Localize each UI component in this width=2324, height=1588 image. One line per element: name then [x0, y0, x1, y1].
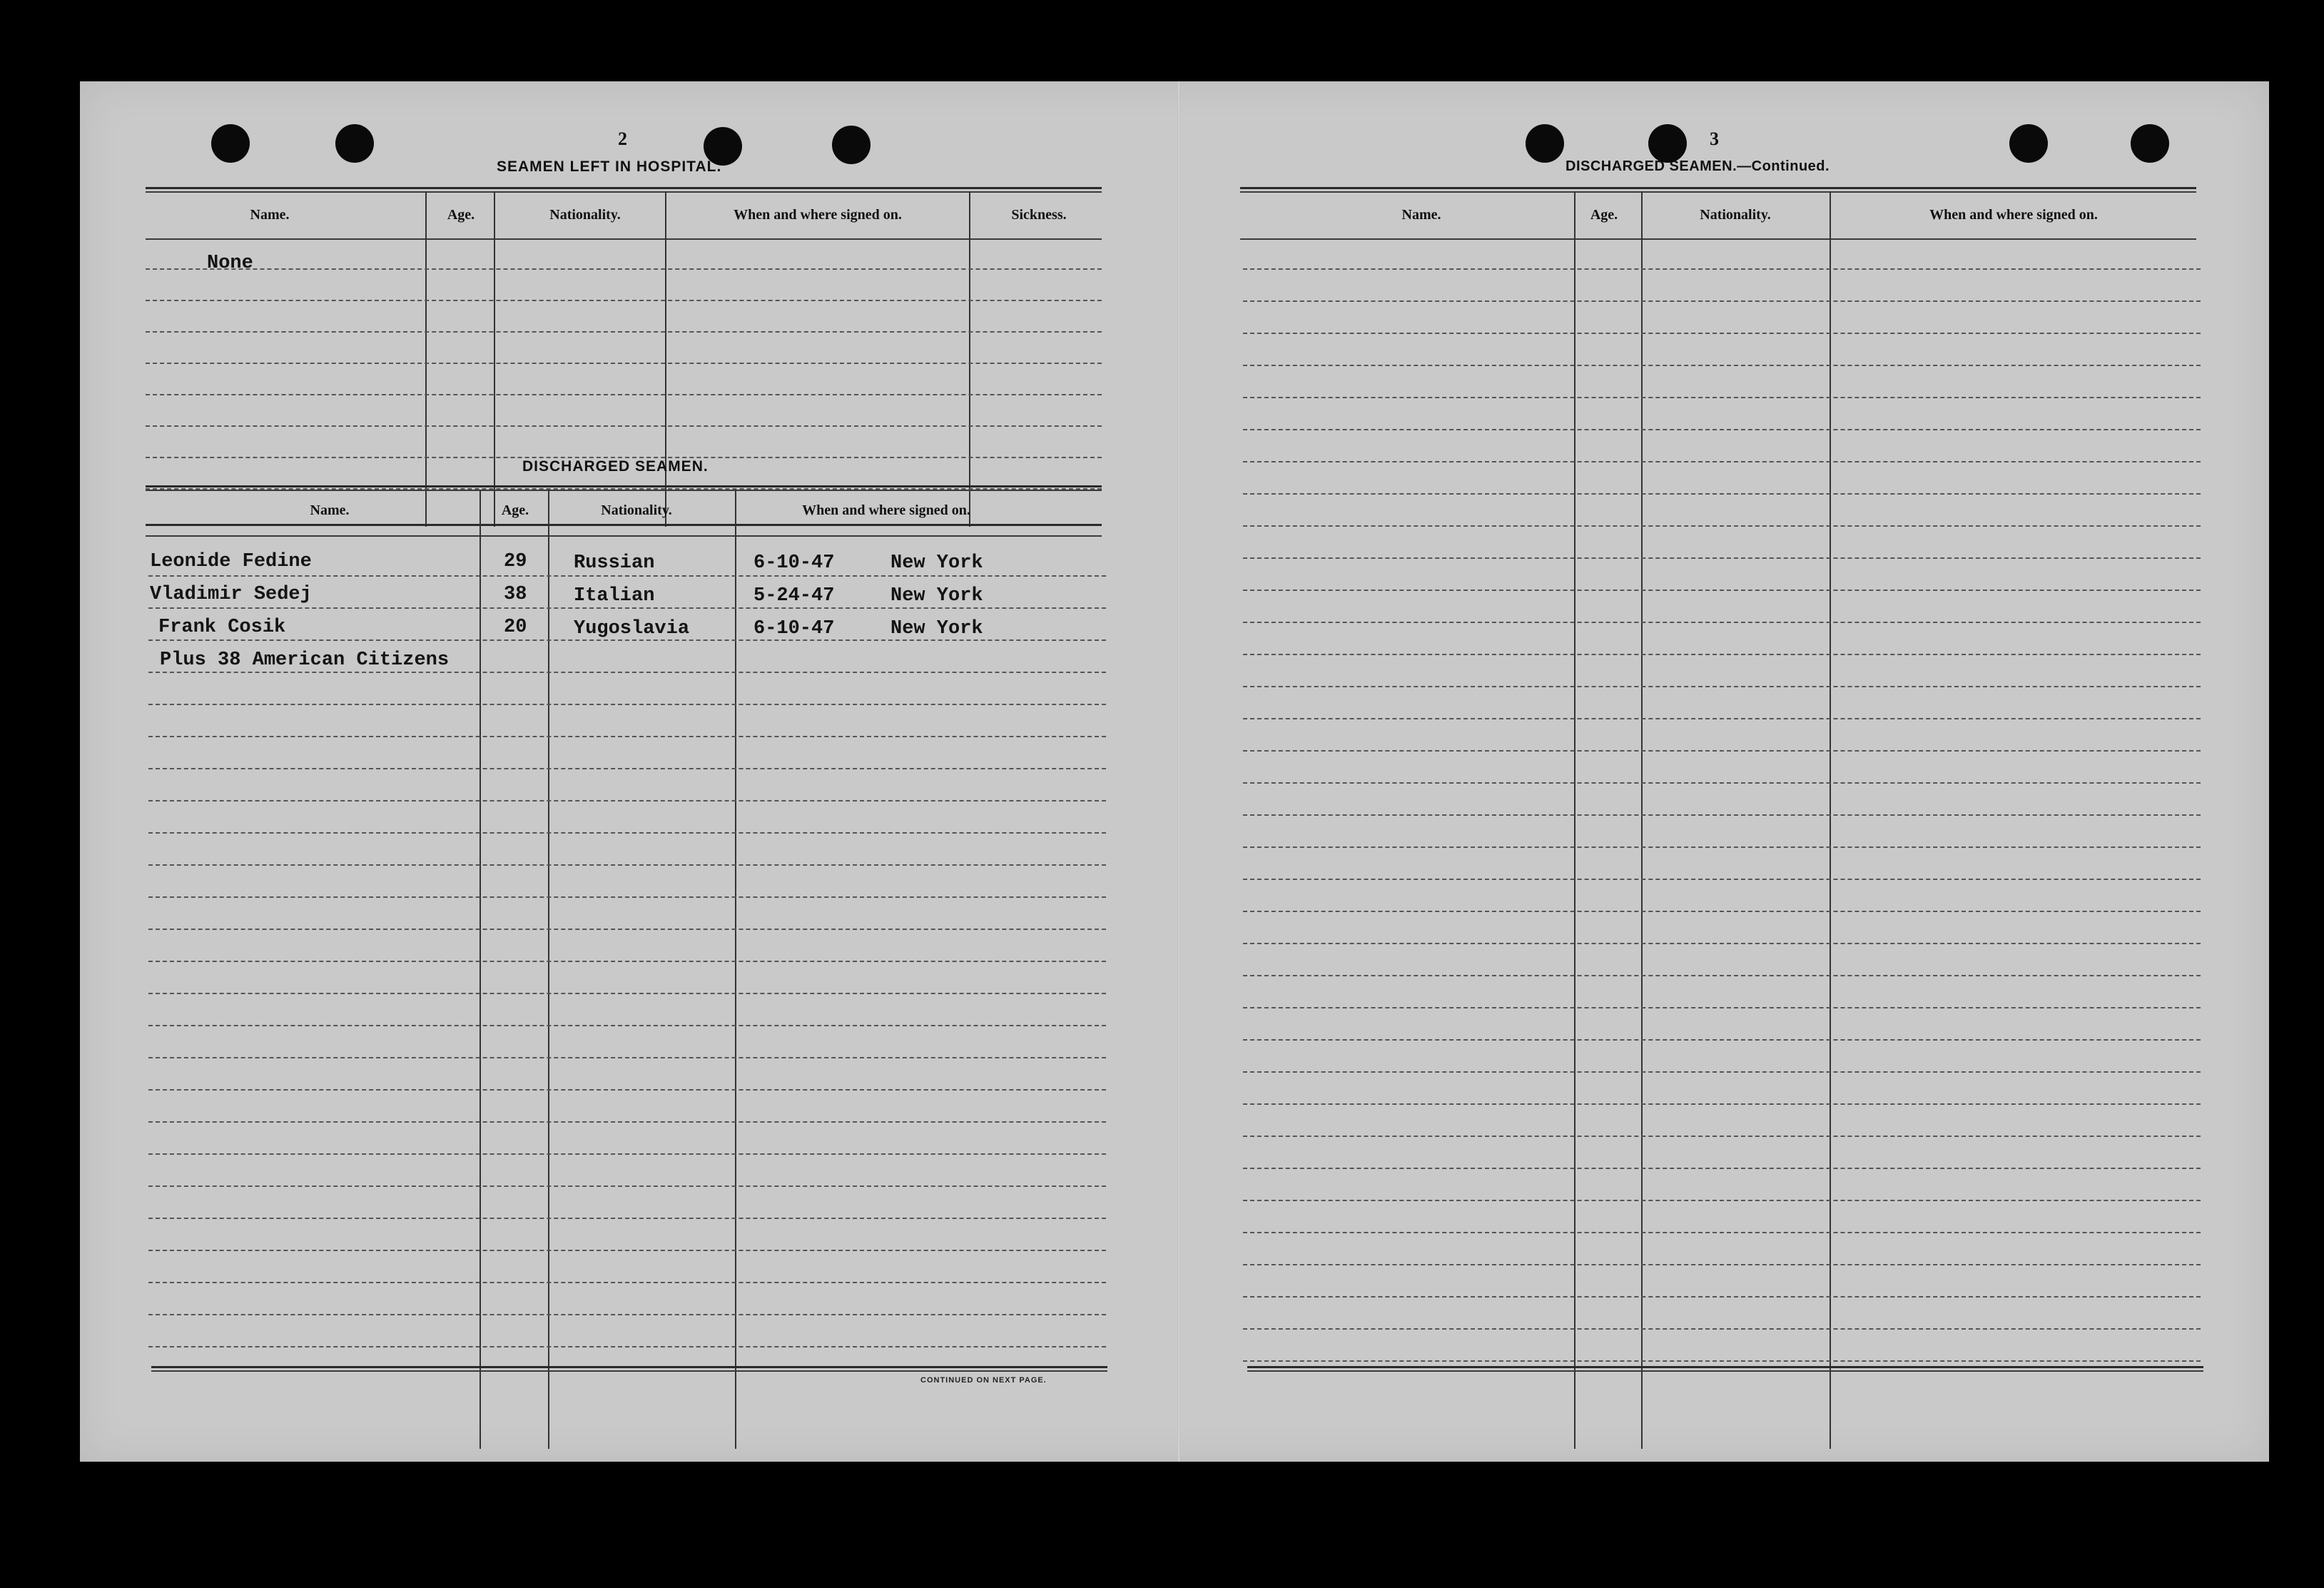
row-line [1243, 1232, 2201, 1233]
row-line [1243, 493, 2201, 495]
continued-note: CONTINUED ON NEXT PAGE. [920, 1376, 1047, 1385]
discharged-age: 38 [504, 584, 527, 605]
row-line [1243, 1264, 2201, 1265]
discharged-date: 5-24-47 [753, 585, 835, 607]
right-table-bottom-rule-2 [1247, 1370, 2203, 1372]
discharged-table-top-rule [146, 485, 1102, 487]
row-line [148, 929, 1106, 930]
hospital-col-age: Age. [447, 207, 475, 223]
discharged-table-top-rule-2 [146, 490, 1102, 491]
row-line [1243, 590, 2201, 591]
hospital-col-name: Name. [250, 207, 290, 223]
row-line [148, 800, 1106, 801]
right-col-signed-on: When and where signed on. [1929, 207, 2098, 223]
row-line [148, 1346, 1106, 1347]
hospital-col-sickness: Sickness. [1011, 207, 1067, 223]
row-line [148, 704, 1106, 705]
row-line [1243, 1328, 2201, 1330]
discharged-age: 29 [504, 551, 527, 572]
discharged-table-bottom-rule-2 [151, 1370, 1107, 1372]
hospital-header-rule [146, 238, 1102, 240]
row-line [1243, 975, 2201, 976]
discharged-col-divider [735, 490, 736, 1449]
discharged-table-bottom-rule [151, 1366, 1107, 1368]
discharged-col-signed-on: When and where signed on. [802, 502, 970, 518]
discharged-age: 20 [504, 617, 527, 638]
hospital-col-nationality: Nationality. [549, 207, 621, 223]
hospital-col-divider [665, 191, 666, 527]
row-line [1243, 1168, 2201, 1169]
row-line [148, 1282, 1106, 1283]
row-line [148, 736, 1106, 737]
punch-hole [832, 126, 871, 164]
punch-hole [211, 124, 250, 163]
hospital-table-top-rule-2 [146, 191, 1102, 193]
row-line [148, 1089, 1106, 1091]
row-line [1243, 461, 2201, 462]
row-line [1243, 557, 2201, 559]
punch-hole [335, 124, 374, 163]
right-table-bottom-rule [1247, 1366, 2203, 1368]
row-line [1243, 911, 2201, 912]
hospital-col-signed-on: When and where signed on. [734, 207, 902, 223]
row-line [1243, 943, 2201, 944]
hospital-row-line [146, 331, 1102, 333]
row-line [148, 1025, 1106, 1026]
row-line [1243, 333, 2201, 334]
row-line [1243, 1103, 2201, 1105]
row-line [148, 864, 1106, 866]
discharged-col-name: Name. [310, 502, 350, 518]
row-line [1243, 300, 2201, 302]
row-line [1243, 1007, 2201, 1008]
hospital-entry-none: None [207, 253, 253, 274]
hospital-table-top-rule [146, 187, 1102, 189]
row-line [1243, 268, 2201, 270]
right-col-divider [1830, 191, 1831, 1449]
row-line [148, 607, 1106, 609]
row-line [148, 1218, 1106, 1219]
right-section-title: DISCHARGED SEAMEN.—Continued. [1566, 158, 1830, 174]
right-col-nationality: Nationality. [1700, 207, 1771, 223]
document-sheet [80, 81, 2269, 1462]
hospital-row-line [146, 300, 1102, 301]
row-line [1243, 1200, 2201, 1201]
row-line [148, 961, 1106, 962]
discharged-name: Frank Cosik [158, 617, 286, 638]
discharged-col-age: Age. [501, 502, 529, 518]
hospital-section-title: SEAMEN LEFT IN HOSPITAL. [497, 158, 722, 175]
row-line [148, 993, 1106, 994]
row-line [148, 1057, 1106, 1058]
row-line [1243, 1071, 2201, 1073]
row-line [1243, 654, 2201, 655]
hospital-col-divider [425, 191, 427, 527]
hospital-row-line [146, 363, 1102, 364]
row-line [148, 1121, 1106, 1123]
center-fold [1177, 81, 1180, 1462]
discharged-date: 6-10-47 [753, 618, 835, 639]
discharged-section-title: DISCHARGED SEAMEN. [522, 458, 709, 475]
discharged-date: 6-10-47 [753, 552, 835, 574]
right-table-top-rule-2 [1240, 191, 2196, 193]
row-line [1243, 718, 2201, 719]
hospital-col-divider [494, 191, 495, 527]
row-line [1243, 397, 2201, 398]
hospital-col-divider [969, 191, 970, 527]
discharged-note: Plus 38 American Citizens [160, 649, 450, 671]
row-line [148, 1153, 1106, 1155]
row-line [1243, 750, 2201, 752]
row-line [1243, 525, 2201, 527]
row-line [1243, 1296, 2201, 1298]
row-line [1243, 429, 2201, 430]
punch-hole [1648, 124, 1687, 163]
discharged-nationality: Italian [574, 585, 655, 607]
row-line [1243, 846, 2201, 848]
row-line [148, 896, 1106, 898]
punch-hole [2009, 124, 2048, 163]
discharged-name: Leonide Fedine [150, 551, 312, 572]
hospital-row-line [146, 394, 1102, 395]
row-line [148, 1250, 1106, 1251]
row-line [148, 1314, 1106, 1315]
row-line [1243, 1039, 2201, 1041]
page-number-left: 2 [618, 128, 627, 149]
row-line [148, 639, 1106, 641]
row-line [148, 768, 1106, 769]
hospital-table-bottom-rule [146, 524, 1102, 526]
discharged-nationality: Russian [574, 552, 655, 574]
row-line [148, 1185, 1106, 1187]
row-line [1243, 1360, 2201, 1362]
right-col-age: Age. [1590, 207, 1618, 223]
row-line [1243, 814, 2201, 816]
right-col-divider [1641, 191, 1643, 1449]
discharged-header-rule [146, 535, 1102, 537]
hospital-row-line [146, 425, 1102, 427]
right-col-divider [1574, 191, 1575, 1449]
row-line [1243, 879, 2201, 880]
hospital-row-line [146, 268, 1102, 270]
right-header-rule [1240, 238, 2196, 240]
row-line [1243, 1136, 2201, 1137]
discharged-col-divider [548, 490, 549, 1449]
row-line [148, 832, 1106, 834]
row-line [148, 575, 1106, 577]
row-line [1243, 622, 2201, 623]
discharged-place: New York [890, 618, 983, 639]
discharged-nationality: Yugoslavia [574, 618, 690, 639]
discharged-col-nationality: Nationality. [601, 502, 672, 518]
discharged-place: New York [890, 585, 983, 607]
right-col-name: Name. [1401, 207, 1441, 223]
punch-hole [2131, 124, 2169, 163]
discharged-place: New York [890, 552, 983, 574]
row-line [1243, 686, 2201, 687]
discharged-col-divider [479, 490, 481, 1449]
punch-hole [1526, 124, 1564, 163]
right-table-top-rule [1240, 187, 2196, 189]
row-line [1243, 782, 2201, 784]
row-line [148, 672, 1106, 673]
row-line [1243, 365, 2201, 366]
discharged-name: Vladimir Sedej [150, 584, 312, 605]
page-number-right: 3 [1710, 128, 1719, 149]
